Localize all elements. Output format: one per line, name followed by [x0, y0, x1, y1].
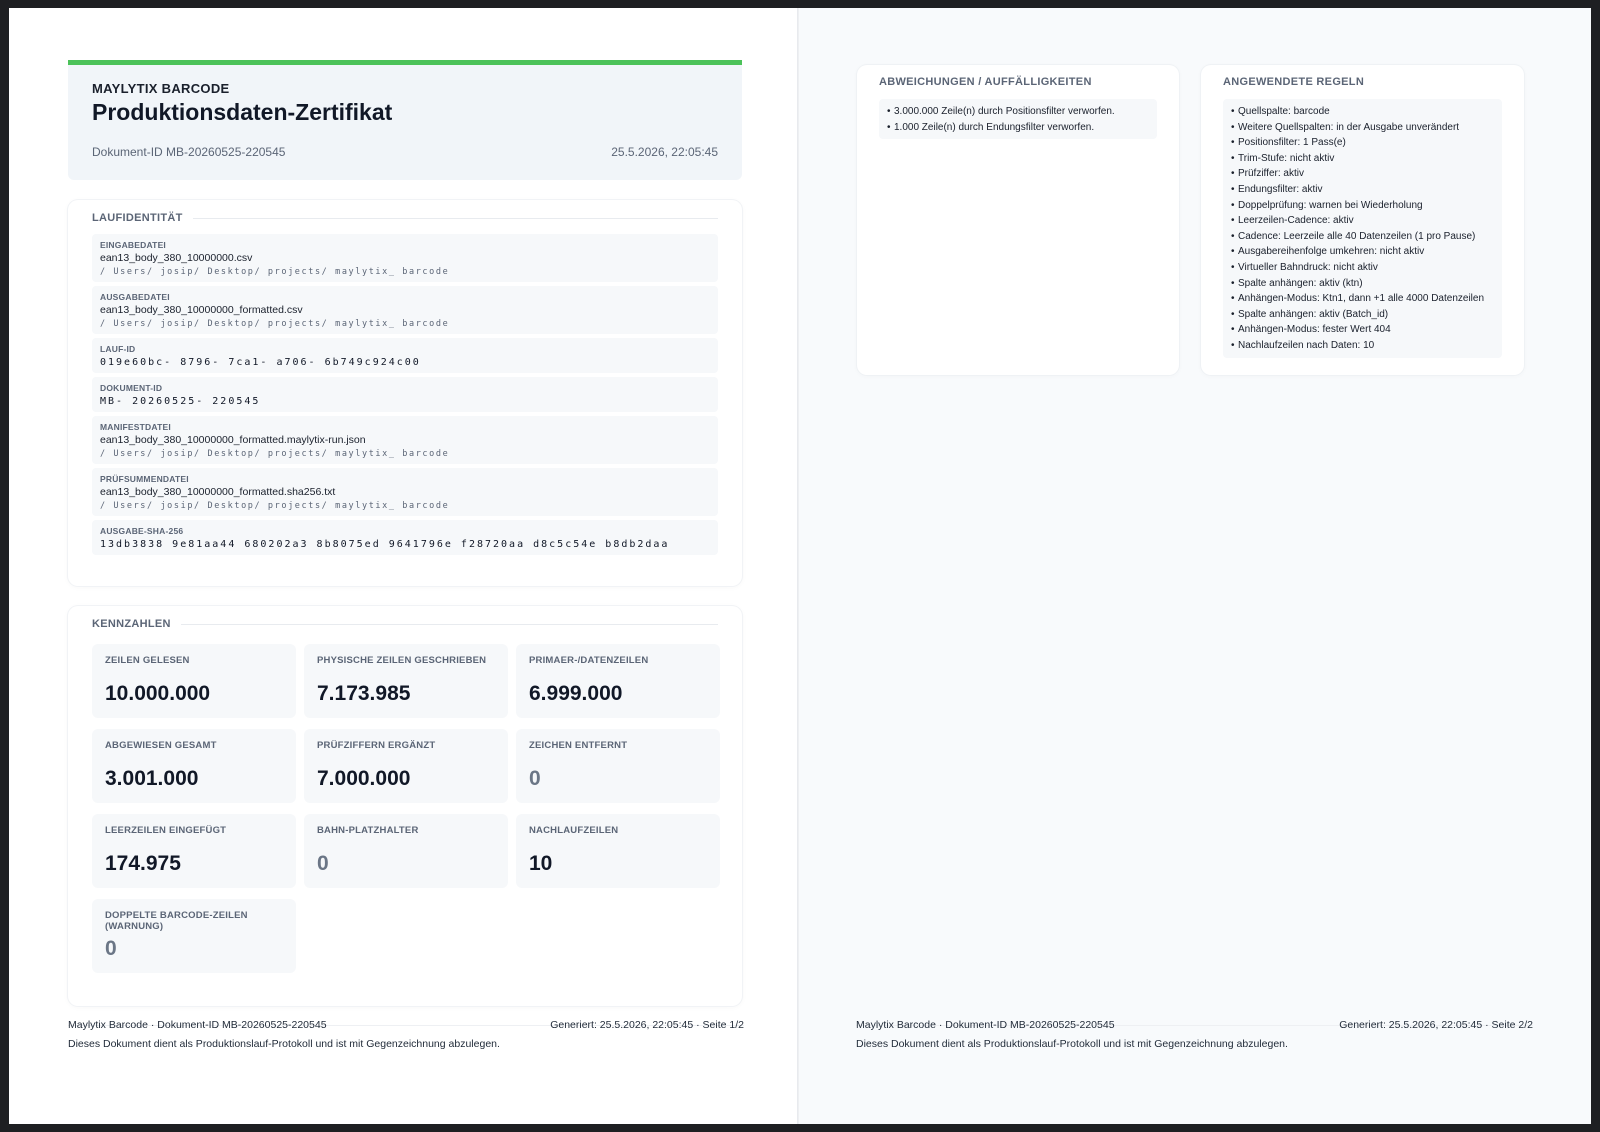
section-heading: KENNZAHLEN [92, 618, 171, 630]
field-path: / Users/ josip/ Desktop/ projects/ maylytix_ barcode [100, 449, 450, 459]
rules-list-box [1223, 99, 1502, 358]
metric-value: 0 [105, 937, 117, 960]
metric-value: 0 [529, 767, 541, 790]
field-input-file [92, 234, 718, 282]
metric-check-digits-added [304, 729, 508, 803]
field-label: AUSGABE-SHA-256 [100, 526, 184, 536]
footer-page-info: Generiert: 25.5.2026, 22:05:45 · Seite 2/2 [1339, 1019, 1533, 1031]
field-label: EINGABEDATEI [100, 240, 166, 250]
list-item: • Trim-Stufe: nicht aktiv [1231, 151, 1494, 167]
metric-value: 174.975 [105, 852, 181, 875]
metric-value: 3.001.000 [105, 767, 199, 790]
deviations-card [857, 65, 1179, 375]
certificate-page-2 [799, 8, 1591, 1124]
footer-row [856, 1019, 1533, 1031]
list-item: • Spalte anhängen: aktiv (ktn) [1231, 276, 1494, 292]
metric-trailing-rows [516, 814, 720, 888]
metric-value: 0 [317, 852, 329, 875]
applied-rules-card [1201, 65, 1524, 375]
metrics-section [68, 606, 742, 1006]
header-meta [92, 145, 718, 159]
metric-value: 10.000.000 [105, 682, 211, 705]
field-label: DOKUMENT-ID [100, 383, 163, 393]
metric-label: PRÜFZIFFERN ERGÄNZT [317, 740, 436, 751]
list-item: • Prüfziffer: aktiv [1231, 166, 1494, 182]
section-heading: ABWEICHUNGEN / AUFFÄLLIGKEITEN [879, 76, 1092, 88]
list-item: • Cadence: Leerzeile alle 40 Datenzeilen (1 pro Pause) [1231, 229, 1494, 245]
footer-row [68, 1019, 744, 1031]
metric-label: PHYSISCHE ZEILEN GESCHRIEBEN [317, 655, 487, 666]
list-item: • Spalte anhängen: aktiv (Batch_id) [1231, 307, 1494, 323]
metric-rejected-total [92, 729, 296, 803]
metric-value: 6.999.000 [529, 682, 623, 705]
metrics-grid [92, 644, 718, 973]
footer-brand-line: Maylytix Barcode · Dokument-ID MB-20260525-220545 [856, 1019, 1115, 1031]
metric-duplicate-barcode-rows [92, 899, 296, 973]
footer-brand-line: Maylytix Barcode · Dokument-ID MB-20260525-220545 [68, 1019, 327, 1031]
list-item: • Weitere Quellspalten: in der Ausgabe unverändert [1231, 120, 1494, 136]
section-heading: LAUFIDENTITÄT [92, 212, 183, 224]
document-id: Dokument-ID MB-20260525-220545 [92, 145, 286, 159]
page-footer [68, 1019, 744, 1050]
run-identity-heading-row [92, 200, 718, 224]
field-value: ean13_body_380_10000000_formatted.sha256.txt [100, 486, 336, 498]
metric-lane-placeholders [304, 814, 508, 888]
list-item: • Ausgabereihenfolge umkehren: nicht aktiv [1231, 244, 1494, 260]
generated-timestamp: 25.5.2026, 22:05:45 [611, 145, 718, 159]
field-value: ean13_body_380_10000000_formatted.maylytix-run.json [100, 434, 366, 446]
field-path: / Users/ josip/ Desktop/ projects/ maylytix_ barcode [100, 319, 450, 329]
metric-value: 10 [529, 852, 553, 875]
field-output-file [92, 286, 718, 334]
list-item: • Quellspalte: barcode [1231, 104, 1494, 120]
list-item: • Anhängen-Modus: Ktn1, dann +1 alle 4000 Datenzeilen [1231, 291, 1494, 307]
rules-list [1231, 104, 1494, 354]
section-heading: ANGEWENDETE REGELN [1223, 76, 1365, 88]
metric-physical-rows-written [304, 644, 508, 718]
field-label: AUSGABEDATEI [100, 292, 170, 302]
field-document-id [92, 377, 718, 412]
metric-label: PRIMAER-/DATENZEILEN [529, 655, 649, 666]
metric-label: BAHN-PLATZHALTER [317, 825, 419, 836]
list-item: • Anhängen-Modus: fester Wert 404 [1231, 322, 1494, 338]
page-footer [856, 1019, 1533, 1050]
list-item: • Positionsfilter: 1 Pass(e) [1231, 135, 1494, 151]
footer-page-info: Generiert: 25.5.2026, 22:05:45 · Seite 1/2 [550, 1019, 744, 1031]
field-mono-value: MB- 20260525- 220545 [100, 396, 261, 407]
heading-divider [181, 624, 718, 625]
list-item: • Nachlaufzeilen nach Daten: 10 [1231, 338, 1494, 354]
metrics-heading-row [92, 606, 718, 630]
field-mono-value: 019e60bc- 8796- 7ca1- a706- 6b749c924c00 [100, 357, 421, 368]
field-value: ean13_body_380_10000000_formatted.csv [100, 304, 303, 316]
metric-label: ZEILEN GELESEN [105, 655, 190, 666]
field-checksum-file [92, 468, 718, 516]
field-label: MANIFESTDATEI [100, 422, 171, 432]
metric-value: 7.000.000 [317, 767, 411, 790]
deviations-list [887, 104, 1149, 135]
footer-note: Dieses Dokument dient als Produktionslauf-Protokoll und ist mit Gegenzeichnung abzulegen. [68, 1038, 500, 1050]
list-item: • Endungsfilter: aktiv [1231, 182, 1494, 198]
metric-label: ZEICHEN ENTFERNT [529, 740, 628, 751]
identity-field-list [92, 234, 718, 555]
certificate-page-1 [9, 8, 798, 1124]
metric-label: LEERZEILEN EINGEFÜGT [105, 825, 227, 836]
metric-rows-read [92, 644, 296, 718]
metric-value: 7.173.985 [317, 682, 411, 705]
metric-characters-removed [516, 729, 720, 803]
field-output-sha256 [92, 520, 718, 555]
run-identity-section [68, 200, 742, 586]
footer-row [68, 1038, 744, 1050]
list-item: • Leerzeilen-Cadence: aktiv [1231, 213, 1494, 229]
metric-label: DOPPELTE BARCODE-ZEILEN (WARNUNG) [105, 910, 248, 932]
list-item: • 3.000.000 Zeile(n) durch Positionsfilter verworfen. [887, 104, 1149, 120]
brand-name: MAYLYTIX BARCODE [92, 81, 230, 96]
metric-blank-rows-inserted [92, 814, 296, 888]
field-mono-value: 13db3838 9e81aa44 680202a3 8b8075ed 9641796e f28720aa d8c5c54e b8db2daa [100, 539, 670, 550]
metric-primary-data-rows [516, 644, 720, 718]
metric-label: ABGEWIESEN GESAMT [105, 740, 217, 751]
deviations-list-box [879, 99, 1157, 139]
field-manifest-file [92, 416, 718, 464]
list-item: • Doppelprüfung: warnen bei Wiederholung [1231, 198, 1494, 214]
field-value: ean13_body_380_10000000.csv [100, 252, 253, 264]
footer-note: Dieses Dokument dient als Produktionslauf-Protokoll und ist mit Gegenzeichnung abzulegen. [856, 1038, 1288, 1050]
metric-label: NACHLAUFZEILEN [529, 825, 619, 836]
list-item: • Virtueller Bahndruck: nicht aktiv [1231, 260, 1494, 276]
field-run-id [92, 338, 718, 373]
field-path: / Users/ josip/ Desktop/ projects/ maylytix_ barcode [100, 501, 450, 511]
field-label: PRÜFSUMMENDATEI [100, 474, 189, 484]
certificate-header [68, 60, 742, 180]
heading-divider [193, 218, 718, 219]
list-item: • 1.000 Zeile(n) durch Endungsfilter verworfen. [887, 120, 1149, 136]
page-title: Produktionsdaten-Zertifikat [92, 99, 393, 125]
footer-row [856, 1038, 1533, 1050]
field-label: LAUF-ID [100, 344, 136, 354]
field-path: / Users/ josip/ Desktop/ projects/ maylytix_ barcode [100, 267, 450, 277]
